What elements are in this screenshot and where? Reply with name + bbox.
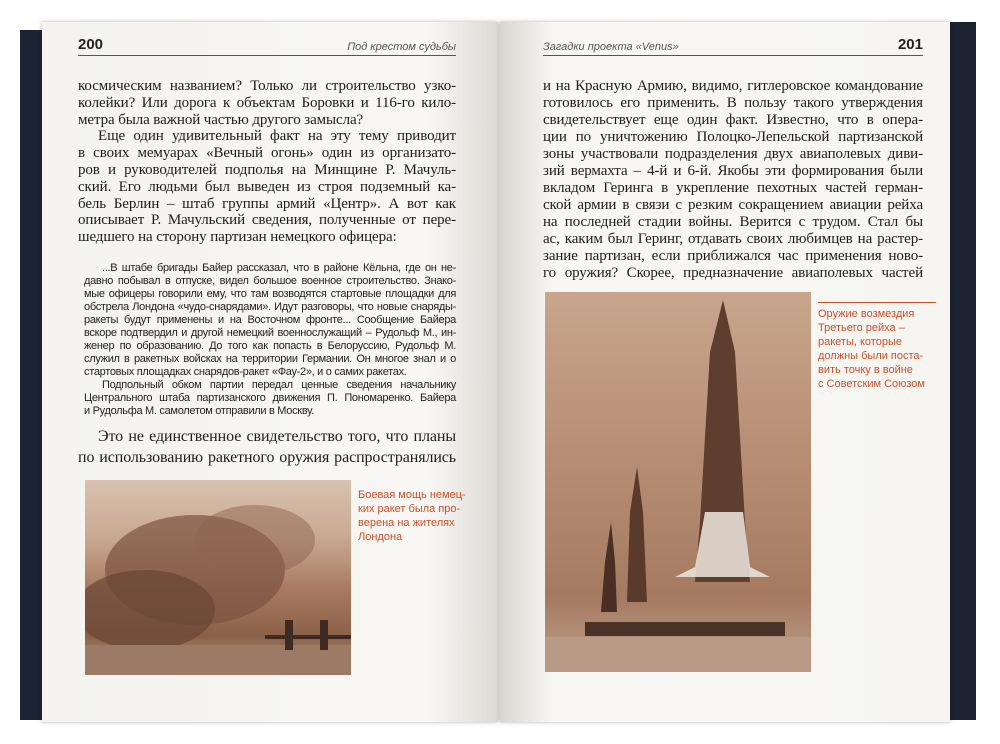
text-line: Еще один удивительный факт на эту тему приводит bbox=[98, 128, 456, 145]
text-line: в своих мемуарах «Вечный огонь» один из организато- bbox=[78, 145, 456, 162]
text-line: описывает Р. Мачульский сведения, полученные от пере- bbox=[78, 212, 456, 229]
text-line: вкладом Геринга в укрепление пехотных частей герман- bbox=[543, 180, 923, 196]
left-body-top bbox=[78, 78, 456, 246]
right-body bbox=[543, 78, 923, 282]
v2-rockets-photo bbox=[545, 292, 811, 672]
rockets-illustration bbox=[545, 292, 811, 672]
quote-block bbox=[84, 262, 456, 418]
text-line: и на Красную Армию, видимо, гитлеровское командование bbox=[543, 78, 923, 94]
text-line: ас, каким был Геринг, отдавать своих любимцев на растер- bbox=[543, 231, 923, 247]
text-line: Третьего рейха – bbox=[818, 322, 905, 334]
text-line: ких ракет была про- bbox=[358, 503, 461, 515]
text-line: ракеты будут применены и на Восточном фронте... Сообщение Байера bbox=[84, 314, 456, 326]
text-line: го оружия? Скорее, предназначение авиаполевых частей bbox=[543, 265, 923, 281]
text-line: служил в ракетных войсках на территории Германии. Он многое знал и о bbox=[84, 353, 456, 365]
text-line: бель Берлин – штаб группы армий «Центр». А вот как bbox=[78, 195, 456, 212]
text-line: зий вермахта – 4-й и 6-й. Якобы эти формирования были bbox=[543, 163, 923, 179]
text-line: космическим названием? Только ли строительство узко- bbox=[78, 78, 456, 94]
text-line: колейки? Или дорога к объектам Боровки и 116-го кило- bbox=[78, 94, 456, 111]
text-line: ...В штабе бригады Байер рассказал, что в районе Кёльна, где он не- bbox=[102, 262, 456, 274]
text-line: и Рудольфа М. самолетом отправили в Москву. bbox=[84, 405, 314, 417]
smoke-and-bridge-illustration bbox=[85, 480, 351, 675]
text-line: зание партизан, если приближался час применения ново- bbox=[543, 248, 923, 264]
text-line: метра была важной частью другого замысла? bbox=[78, 111, 364, 128]
text-line: зоны участвовали подразделения двух авиаполевых диви- bbox=[543, 146, 923, 162]
text-line: Это не единственное свидетельство того, что планы bbox=[98, 428, 456, 445]
text-line: по использованию ракетного оружия распространялись bbox=[78, 449, 456, 466]
text-line: ракеты, которые bbox=[818, 336, 902, 348]
text-line: вить точку в войне bbox=[818, 364, 913, 376]
text-line: шедшего на сторону партизан немецкого офицера: bbox=[78, 229, 397, 246]
left-page-header bbox=[78, 34, 456, 56]
text-line: Центрального штаба партизанского движения П. Пономаренко. Байера bbox=[84, 392, 456, 404]
text-line: Боевая мощь немец- bbox=[358, 489, 466, 501]
text-line: с Советским Союзом bbox=[818, 378, 925, 390]
right-photo-caption bbox=[818, 302, 936, 391]
text-line: обстрела Лондона «чудо-снарядами». Идут разговоры, что новые снаряды- bbox=[84, 301, 456, 313]
text-line: ции по уничтожению Полоцко-Лепельской партизанской bbox=[543, 129, 923, 145]
text-line: ский. Его людьми был выведен из строя подземный ка- bbox=[78, 178, 456, 195]
london-bombing-photo bbox=[85, 480, 351, 675]
right-page-header bbox=[543, 34, 923, 56]
text-line: вскоре подтвердил и другой немецкий военнослужащий – Рудольф М., ин- bbox=[84, 327, 456, 339]
left-body-bottom bbox=[78, 426, 456, 468]
text-line: давно побывал в отпуске, видел большое военное строительство. Знако- bbox=[84, 275, 456, 287]
text-line: Подпольный обком партии передал ценные сведения начальнику bbox=[102, 379, 456, 391]
running-head: Загадки проекта «Venus» bbox=[543, 41, 679, 53]
left-photo-caption bbox=[358, 484, 468, 544]
page-number: 200 bbox=[78, 36, 104, 53]
page-number: 201 bbox=[897, 36, 923, 53]
text-line: ров и руководителей подполья на Минщине Р. Мачуль- bbox=[78, 161, 456, 178]
text-line: стартовых площадках снарядов-ракет «Фау-2», и о самих ракетах. bbox=[84, 366, 407, 378]
running-head: Под крестом судьбы bbox=[347, 41, 456, 53]
text-line: ской армии в связи с резким сокращением авиации рейха bbox=[543, 197, 923, 213]
text-line: на последней стадии войны. Верится с трудом. Стал бы bbox=[543, 214, 923, 230]
text-line: мые офицеры говорили ему, что там возводятся стартовые площадки для bbox=[84, 288, 456, 300]
text-line: должны были поста- bbox=[818, 350, 924, 362]
text-line: верена на жителях bbox=[358, 517, 455, 529]
text-line: Лондона bbox=[358, 531, 403, 543]
text-line: готовилось его применить. В пользу такого утверждения bbox=[543, 95, 923, 111]
text-line: свидетельствует еще один факт. Известно, что в опера- bbox=[543, 112, 923, 128]
text-line: женер по образованию. До того как попасть в Белоруссию, Рудольф М. bbox=[84, 340, 456, 352]
text-line: Оружие возмездия bbox=[818, 308, 915, 320]
